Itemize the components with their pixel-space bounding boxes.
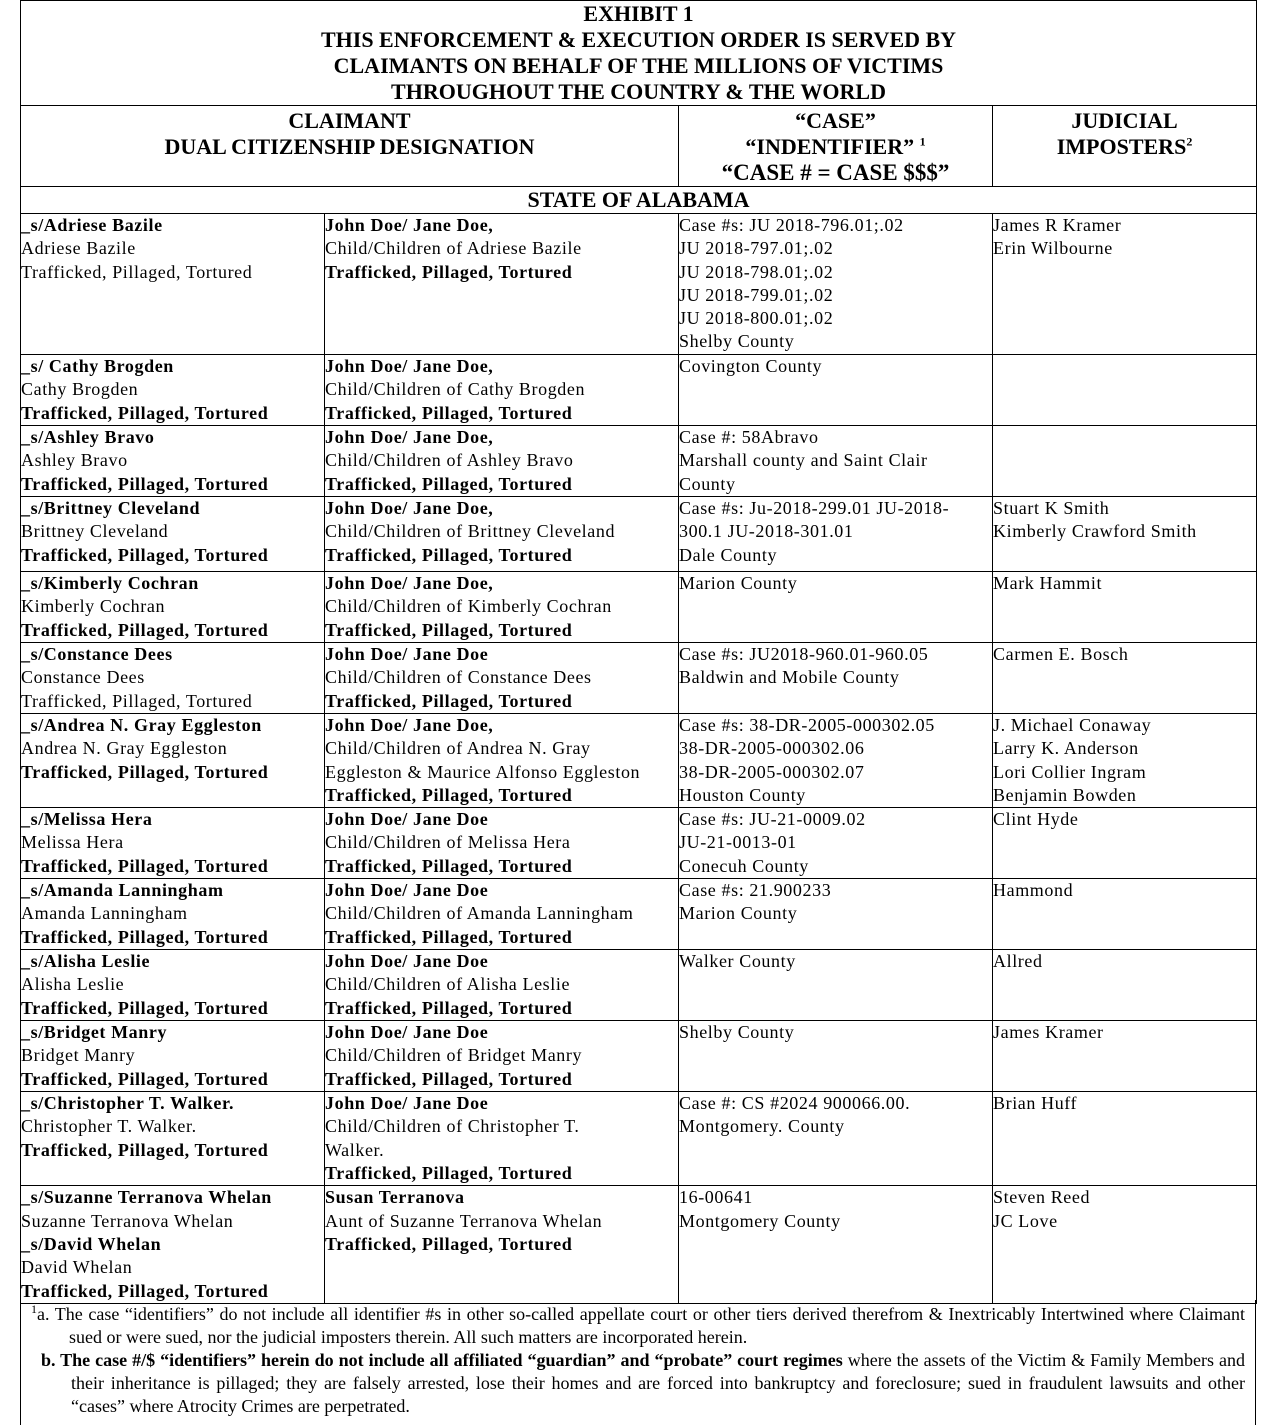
cell-line: John Doe/ Jane Doe [325, 951, 489, 972]
cell-line: Case #: 58Abravo [679, 427, 819, 447]
table-row [21, 214, 1257, 355]
cell-line: Trafficked, Pillaged, Tortured [325, 855, 573, 876]
family-cell [325, 1186, 679, 1303]
title-line: THIS ENFORCEMENT & EXECUTION ORDER IS SERVED BY [320, 27, 957, 52]
cell-line: JU 2018-800.01;.02 [679, 308, 834, 329]
cell-line: Trafficked, Pillaged, Tortured [325, 1163, 573, 1184]
family-cell [325, 808, 679, 879]
cell-line: Trafficked, Pillaged, Tortured [325, 473, 573, 494]
family-cell [325, 355, 679, 426]
cell-line: Kimberly Crawford Smith [993, 521, 1197, 542]
cell-line: Bridget Manry [21, 1045, 136, 1066]
cell-line: Walker. [325, 1139, 385, 1160]
table-row [21, 1092, 1257, 1186]
cell-line: Child/Children of Kimberly Cochran [325, 596, 612, 617]
cell-line: Trafficked, Pillaged, Tortured [325, 1068, 573, 1089]
case-identifier-cell [679, 572, 993, 643]
cell-line: Trafficked, Pillaged, Tortured [325, 544, 573, 565]
table-row [21, 426, 1257, 497]
cell-line: Trafficked, Pillaged, Tortured [325, 619, 573, 640]
cell-line: Trafficked, Pillaged, Tortured [21, 926, 269, 947]
case-identifier-cell [679, 214, 993, 355]
family-cell [325, 1021, 679, 1092]
judicial-imposters-cell [993, 426, 1257, 497]
cell-line: _s/Bridget Manry [21, 1022, 168, 1043]
claimant-cell [21, 714, 325, 808]
cell-line: James Kramer [993, 1022, 1104, 1043]
cell-line: Montgomery County [679, 1210, 841, 1231]
judicial-imposters-cell [993, 497, 1257, 572]
cell-line: Case #: CS #2024 900066.00. [679, 1093, 911, 1114]
cell-line: Child/Children of Alisha Leslie [325, 974, 571, 995]
cell-line: JC Love [993, 1210, 1058, 1231]
cell-line: Walker County [679, 951, 796, 972]
footnotes [20, 1300, 1256, 1425]
cell-line: Marion County [679, 573, 798, 593]
cell-line: Child/Children of Melissa Hera [325, 832, 571, 853]
cell-line: 300.1 JU-2018-301.01 [679, 521, 854, 542]
cell-line: Trafficked, Pillaged, Tortured [325, 784, 573, 805]
title-line: THROUGHOUT THE COUNTRY & THE WORLD [391, 79, 886, 104]
judicial-imposters-cell [993, 355, 1257, 426]
cell-line: Kimberly Cochran [21, 596, 166, 617]
table-row [21, 572, 1257, 643]
case-identifier-cell [679, 643, 993, 714]
cell-line: Trafficked, Pillaged, Tortured [325, 402, 573, 423]
cell-line: Stuart K Smith [993, 498, 1110, 518]
cell-line: Alisha Leslie [21, 974, 125, 995]
cell-line: John Doe/ Jane Doe, [325, 356, 494, 376]
case-identifier-cell [679, 426, 993, 497]
cell-line: Trafficked, Pillaged, Tortured [21, 544, 269, 565]
cell-line: _s/David Whelan [21, 1233, 162, 1254]
table-row [21, 1186, 1257, 1303]
cell-line: JU 2018-799.01;.02 [679, 284, 834, 305]
family-cell [325, 879, 679, 950]
title-line: EXHIBIT 1 [583, 1, 694, 26]
cell-line: _s/Andrea N. Gray Eggleston [21, 715, 262, 735]
case-identifier-cell [679, 1186, 993, 1303]
case-identifier-cell [679, 950, 993, 1021]
cell-line: John Doe/ Jane Doe, [325, 715, 494, 735]
case-identifier-cell [679, 879, 993, 950]
cell-line: Case #s: 38-DR-2005-000302.05 [679, 715, 935, 735]
cell-line: Amanda Lanningham [21, 903, 188, 924]
cell-line: Conecuh County [679, 855, 809, 876]
cell-line: _s/Kimberly Cochran [21, 573, 199, 593]
claimant-cell [21, 572, 325, 643]
cell-line: John Doe/ Jane Doe, [325, 427, 494, 447]
cell-line: Andrea N. Gray Eggleston [21, 738, 228, 759]
judicial-imposters-cell [993, 572, 1257, 643]
table-row [21, 950, 1257, 1021]
claimant-cell [21, 214, 325, 355]
claimant-cell [21, 1186, 325, 1303]
cell-line: _s/Brittney Cleveland [21, 498, 201, 518]
cell-line: Steven Reed [993, 1187, 1091, 1208]
cell-line: Ashley Bravo [21, 450, 128, 471]
cell-line: _s/ Cathy Brogden [21, 356, 174, 376]
family-cell [325, 214, 679, 355]
cell-line: Montgomery. County [679, 1116, 845, 1137]
cell-line: Child/Children of Ashley Bravo [325, 450, 574, 471]
cell-line: J. Michael Conaway [993, 715, 1152, 735]
cell-line: James R Kramer [993, 215, 1122, 235]
cell-line: Trafficked, Pillaged, Tortured [21, 855, 269, 876]
cell-line: Trafficked, Pillaged, Tortured [21, 473, 269, 494]
cell-line: Allred [993, 951, 1043, 972]
family-cell [325, 426, 679, 497]
cell-line: Erin Wilbourne [993, 238, 1113, 259]
judicial-imposters-cell [993, 1092, 1257, 1186]
cell-line: John Doe/ Jane Doe, [325, 573, 494, 593]
cell-line: John Doe/ Jane Doe [325, 880, 489, 901]
title-line: CLAIMANTS ON BEHALF OF THE MILLIONS OF VICTIMS [333, 53, 944, 78]
claimant-cell [21, 355, 325, 426]
cell-line: Trafficked, Pillaged, Tortured [21, 1139, 269, 1160]
cell-line: Child/Children of Amanda Lanningham [325, 903, 634, 924]
judicial-imposters-cell [993, 1186, 1257, 1303]
claimant-cell [21, 808, 325, 879]
cell-line: JU 2018-797.01;.02 [679, 238, 834, 259]
table-row [21, 1021, 1257, 1092]
cell-line: Susan Terranova [325, 1187, 465, 1208]
judicial-imposters-cell [993, 808, 1257, 879]
cell-line: Dale County [679, 544, 778, 565]
cell-line: _s/Christopher T. Walker. [21, 1093, 235, 1114]
cell-line: _s/Adriese Bazile [21, 215, 163, 235]
cell-line: JU 2018-798.01;.02 [679, 261, 834, 282]
claimant-cell [21, 950, 325, 1021]
table-row [21, 643, 1257, 714]
cell-line: Trafficked, Pillaged, Tortured [21, 261, 253, 282]
cell-line: _s/Ashley Bravo [21, 427, 155, 447]
cell-line: 38-DR-2005-000302.07 [679, 761, 865, 782]
cell-line: John Doe/ Jane Doe [325, 809, 489, 830]
case-identifier-cell [679, 1092, 993, 1186]
judicial-imposters-cell [993, 1021, 1257, 1092]
family-cell [325, 950, 679, 1021]
family-cell [325, 714, 679, 808]
cell-line: Trafficked, Pillaged, Tortured [21, 1068, 269, 1089]
cell-line: Suzanne Terranova Whelan [21, 1210, 234, 1231]
cell-line: Baldwin and Mobile County [679, 667, 900, 688]
cell-line: Case #s: JU2018-960.01-960.05 [679, 644, 929, 664]
state-heading: STATE OF ALABAMA [21, 187, 1257, 214]
cell-line: Houston County [679, 784, 806, 805]
table-row [21, 497, 1257, 572]
cell-line: Trafficked, Pillaged, Tortured [21, 690, 253, 711]
cell-line: Shelby County [679, 1022, 795, 1043]
cell-line: Brian Huff [993, 1093, 1078, 1114]
cell-line: Child/Children of Christopher T. [325, 1116, 580, 1137]
cell-line: _s/Amanda Lanningham [21, 880, 224, 901]
family-cell [325, 572, 679, 643]
cell-line: Larry K. Anderson [993, 738, 1139, 759]
cell-line: _s/Suzanne Terranova Whelan [21, 1187, 272, 1208]
claimant-column-header: CLAIMANT DUAL CITIZENSHIP DESIGNATION [21, 106, 679, 187]
cell-line: Brittney Cleveland [21, 521, 169, 542]
claimant-cell [21, 497, 325, 572]
table-row [21, 714, 1257, 808]
judicial-imposters-cell [993, 879, 1257, 950]
cell-line: Adriese Bazile [21, 238, 136, 259]
cell-line: Shelby County [679, 331, 795, 352]
footnote-a: $^1$a. The case “identifiers” do not include all identifier #s in other so-called appellate court or other tiers derived therefrom & Inextricably Intertwined where Claimant sued or were sued, nor the judicial imposters therein. All such matters are incorporated herein. [31, 1302, 1245, 1347]
case-identifier-cell [679, 714, 993, 808]
footnote-b: b. The case #/$ “identifiers” herein do not include all affiliated “guardian” and “probate” court regimes where the assets of the Victim & Family Members and their inheritance is pillaged; they are falsely arrested, lose their homes and are forced into bankruptcy and foreclosure; sued in fraudulent lawsuits and other “cases” where Atrocity Crimes are perpetrated. [41, 1350, 1245, 1416]
cell-line: 38-DR-2005-000302.06 [679, 738, 865, 759]
cell-line: _s/Alisha Leslie [21, 951, 151, 972]
cell-line: John Doe/ Jane Doe, [325, 498, 494, 518]
cell-line: Constance Dees [21, 667, 145, 688]
cell-line: Child/Children of Cathy Brogden [325, 379, 586, 400]
cell-line: David Whelan [21, 1257, 133, 1278]
table-row [21, 808, 1257, 879]
claimant-cell [21, 426, 325, 497]
cell-line: Christopher T. Walker. [21, 1116, 197, 1137]
cell-line: Case #s: JU-21-0009.02 [679, 809, 866, 830]
cell-line: Hammond [993, 880, 1074, 901]
case-identifier-cell [679, 497, 993, 572]
cell-line: John Doe/ Jane Doe [325, 1022, 489, 1043]
cell-line: _s/Melissa Hera [21, 809, 153, 830]
cell-line: Trafficked, Pillaged, Tortured [21, 402, 269, 423]
exhibit-title [21, 1, 1257, 106]
judicial-imposters-cell [993, 643, 1257, 714]
cell-line: Child/Children of Adriese Bazile [325, 238, 582, 259]
family-cell [325, 497, 679, 572]
cell-line: Aunt of Suzanne Terranova Whelan [325, 1210, 603, 1231]
cell-line: Child/Children of Brittney Cleveland [325, 521, 616, 542]
family-cell [325, 643, 679, 714]
claimant-cell [21, 1092, 325, 1186]
cell-line: John Doe/ Jane Doe [325, 644, 489, 664]
cell-line: Benjamin Bowden [993, 784, 1137, 805]
claimant-cell [21, 643, 325, 714]
exhibit-table [20, 0, 1257, 1304]
case-identifier-cell [679, 808, 993, 879]
table-row [21, 879, 1257, 950]
table-row [21, 355, 1257, 426]
cell-line: Marion County [679, 903, 798, 924]
judicial-imposters-cell [993, 714, 1257, 808]
cell-line: County [679, 473, 736, 494]
cell-line: Trafficked, Pillaged, Tortured [21, 1280, 269, 1301]
cell-line: Trafficked, Pillaged, Tortured [325, 690, 573, 711]
cell-line: Child/Children of Andrea N. Gray [325, 738, 591, 759]
cell-line: Trafficked, Pillaged, Tortured [21, 997, 269, 1018]
cell-line: Trafficked, Pillaged, Tortured [21, 619, 269, 640]
cell-line: Marshall county and Saint Clair [679, 450, 928, 471]
cell-line: Trafficked, Pillaged, Tortured [325, 926, 573, 947]
cell-line: Covington County [679, 356, 823, 376]
cell-line: John Doe/ Jane Doe, [325, 215, 494, 235]
cell-line: Case #s: Ju-2018-299.01 JU-2018- [679, 498, 950, 518]
cell-line: John Doe/ Jane Doe [325, 1093, 489, 1114]
cell-line: JU-21-0013-01 [679, 832, 797, 853]
claimant-cell [21, 879, 325, 950]
judicial-imposters-cell [993, 950, 1257, 1021]
cell-line: Case #s: 21.900233 [679, 880, 832, 901]
cell-line: Child/Children of Bridget Manry [325, 1045, 583, 1066]
case-column-header: “CASE” “INDENTIFIER” $^1$ “CASE # = CASE $$$” [679, 106, 993, 187]
cell-line: Lori Collier Ingram [993, 761, 1147, 782]
cell-line: Melissa Hera [21, 832, 124, 853]
cell-line: 16-00641 [679, 1187, 753, 1208]
cell-line: _s/Constance Dees [21, 644, 173, 664]
family-cell [325, 1092, 679, 1186]
cell-line: Trafficked, Pillaged, Tortured [21, 761, 269, 782]
case-identifier-cell [679, 355, 993, 426]
claimant-cell [21, 1021, 325, 1092]
cell-line: Trafficked, Pillaged, Tortured [325, 997, 573, 1018]
cell-line: Cathy Brogden [21, 379, 139, 400]
cell-line: Clint Hyde [993, 809, 1079, 830]
cell-line: Mark Hammit [993, 573, 1103, 593]
judicial-column-header: JUDICIAL IMPOSTERS$^2$ [993, 106, 1257, 187]
cell-line: Trafficked, Pillaged, Tortured [325, 261, 573, 282]
cell-line: Trafficked, Pillaged, Tortured [325, 1233, 573, 1254]
case-identifier-cell [679, 1021, 993, 1092]
cell-line: Child/Children of Constance Dees [325, 667, 592, 688]
cell-line: Case #s: JU 2018-796.01;.02 [679, 215, 904, 235]
cell-line: Carmen E. Bosch [993, 644, 1129, 664]
cell-line: Eggleston & Maurice Alfonso Eggleston [325, 761, 641, 782]
judicial-imposters-cell [993, 214, 1257, 355]
